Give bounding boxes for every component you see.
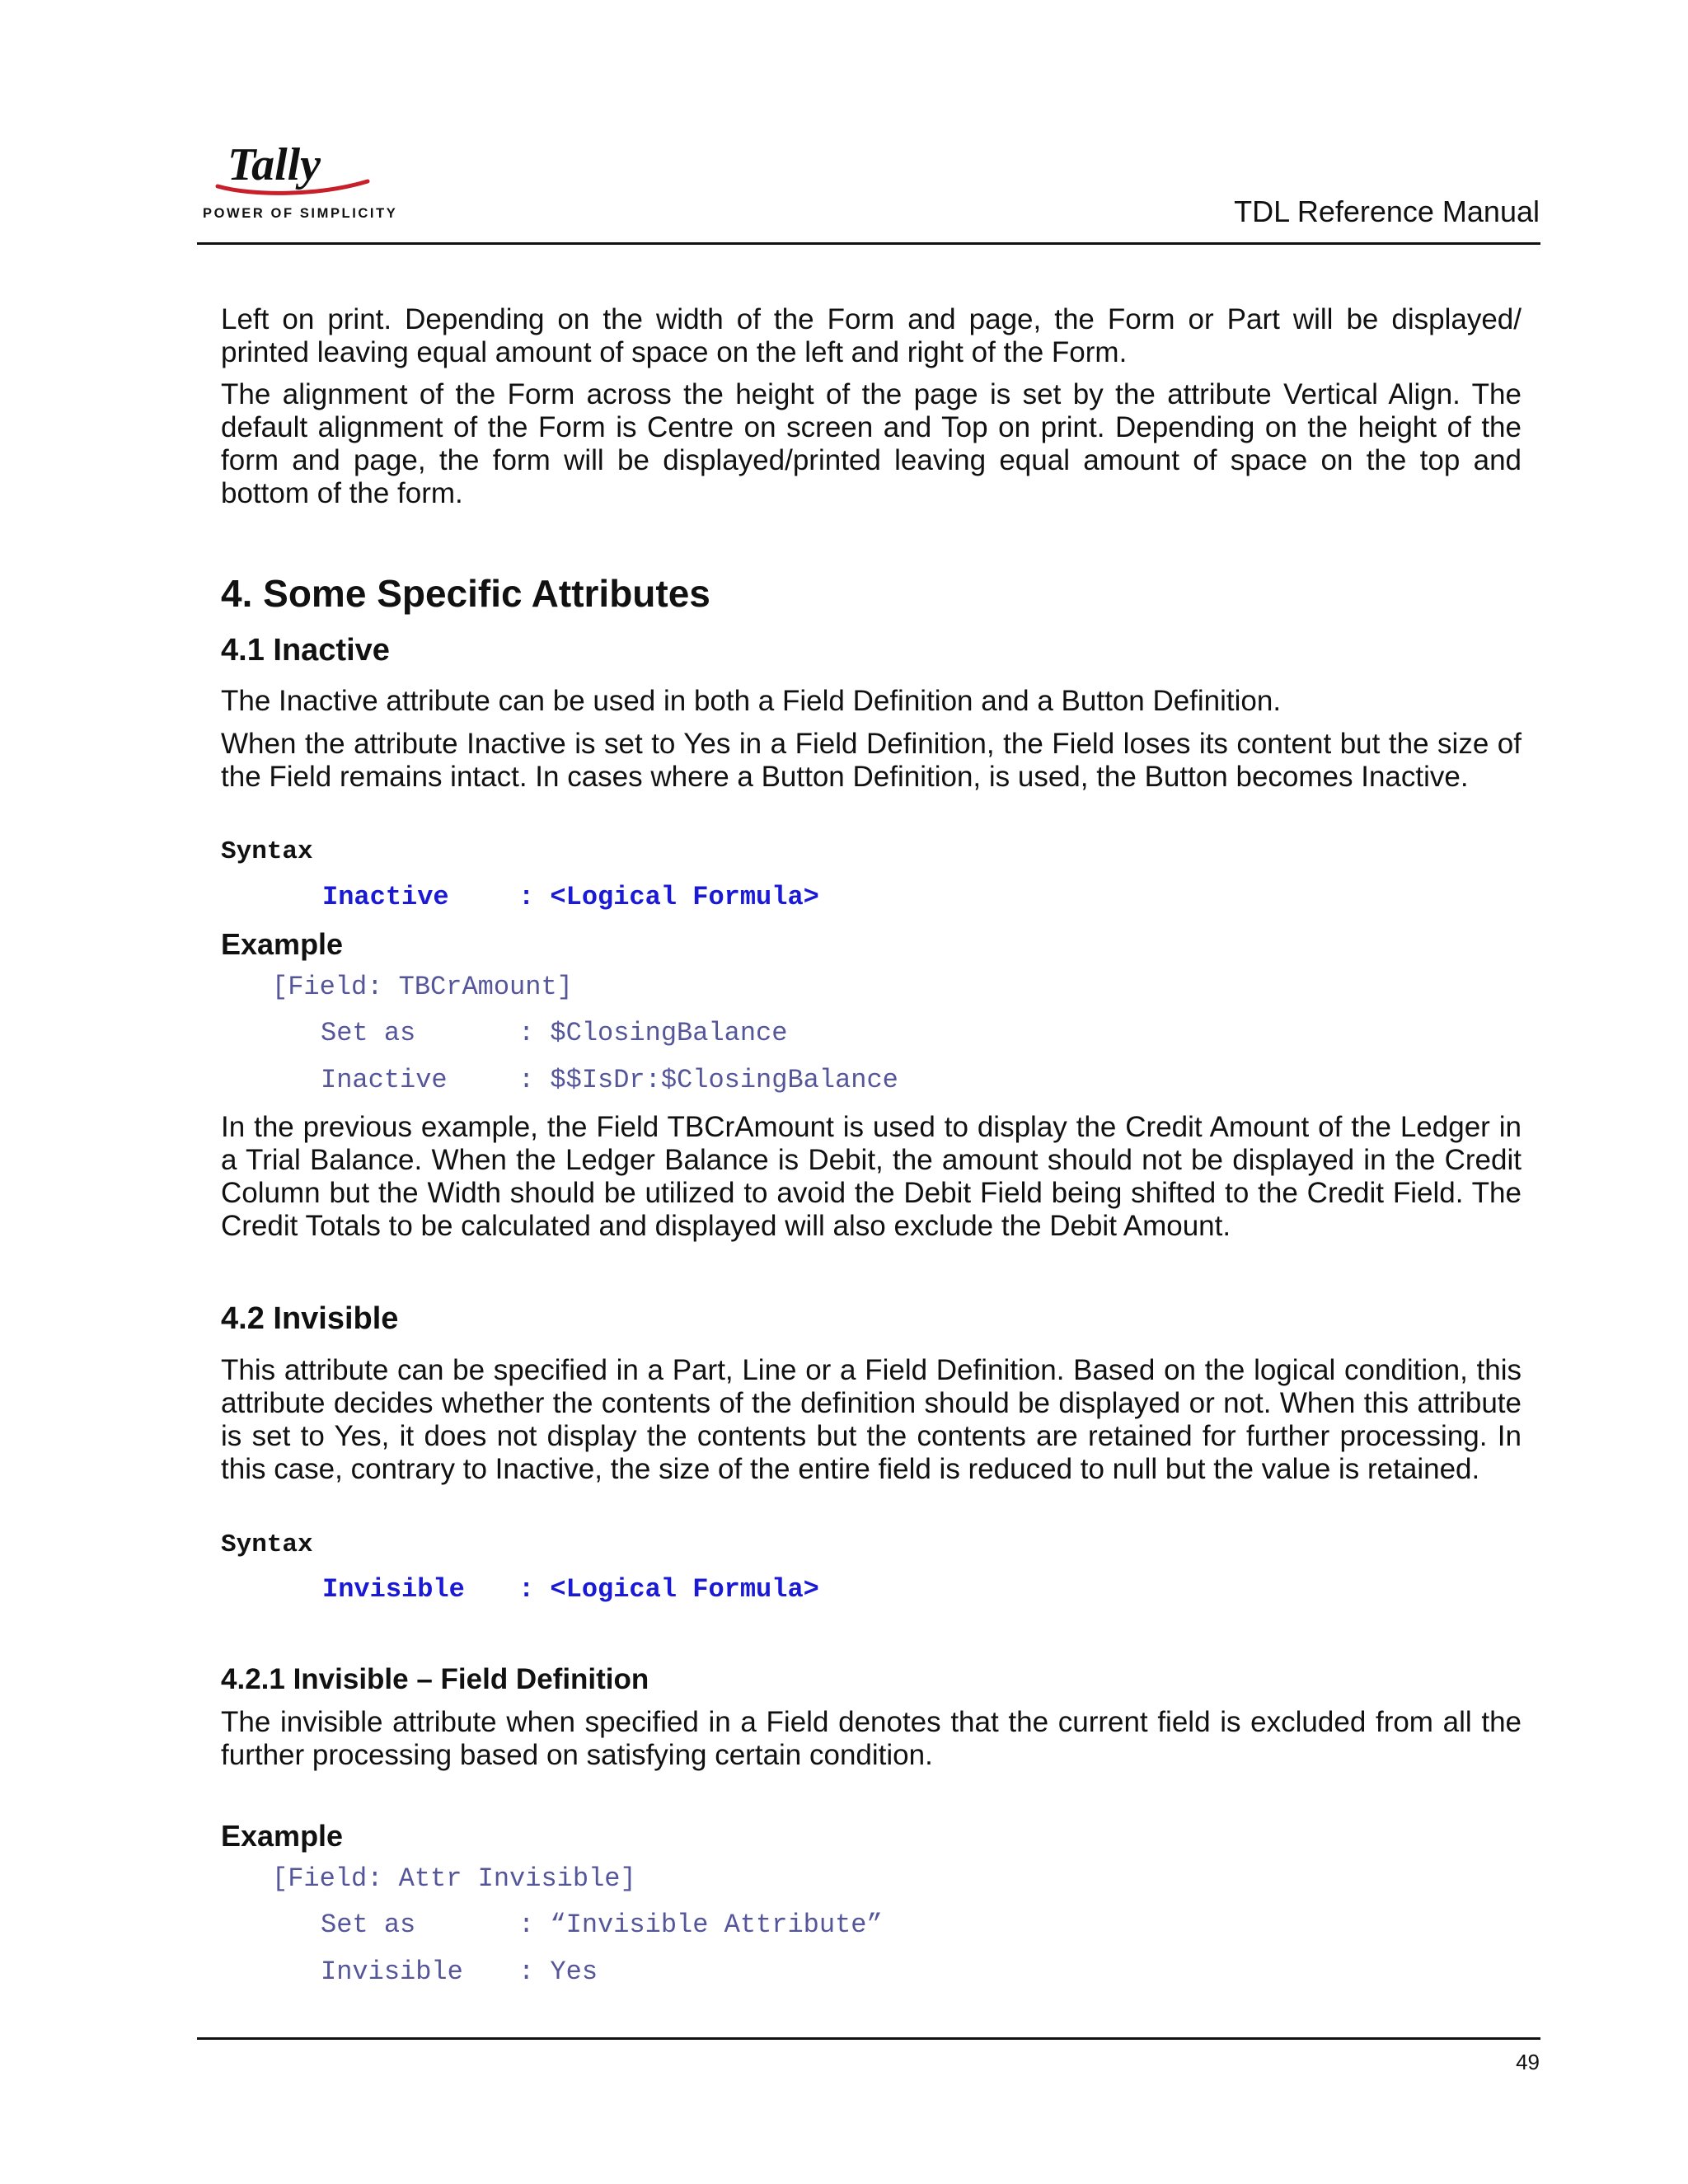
example-label: Example xyxy=(221,927,344,961)
syntax-key: Invisible xyxy=(322,1574,465,1605)
syntax-label: Syntax xyxy=(221,837,313,866)
example-label: Example xyxy=(221,1819,344,1853)
syntax-value: : <Logical Formula> xyxy=(518,1574,819,1605)
code-value: : “Invisible Attribute” xyxy=(518,1910,883,1940)
intro-paragraph-2: The alignment of the Form across the height of the page is set by the attribute Vertical Align. The default alignment of the Form is Centre on screen and Top on print. Depending on the height of the form and page, the form will be displayed/printed leaving equal amount of space on the top and bottom of the form. xyxy=(221,378,1522,509)
subsubsection-heading: 4.2.1 Invisible – Field Definition xyxy=(221,1663,649,1695)
section-heading: 4. Some Specific Attributes xyxy=(221,572,710,615)
inactive-paragraph-1: The Inactive attribute can be used in both a Field Definition and a Button Definition. xyxy=(221,685,1282,717)
document-title: TDL Reference Manual xyxy=(1234,194,1540,228)
syntax-key: Inactive xyxy=(322,882,449,912)
code-block-header: [Field: Attr Invisible] xyxy=(272,1863,636,1894)
inactive-paragraph-3: In the previous example, the Field TBCrAmount is used to display the Credit Amount of the Ledger in a Trial Balance. When the Ledger Balance is Debit, the amount should not be displayed in the Credit Column but the Width should be utilized to avoid the Debit Field being shifted to the Credit Field. The Credit Totals to be calculated and displayed will also exclude the Debit Amount. xyxy=(221,1111,1522,1242)
footer-rule xyxy=(197,2037,1540,2040)
invisible-paragraph-1: This attribute can be specified in a Part, Line or a Field Definition. Based on the logical condition, this attribute decides whether the contents of the definition should be displayed or not. When this attribute is set to Yes, it does not display the contents but the contents are retained for further processing. In this case, contrary to Inactive, the size of the entire field is reduced to null but the value is retained. xyxy=(221,1354,1522,1485)
code-value: : Yes xyxy=(518,1957,598,1987)
code-value: : $ClosingBalance xyxy=(518,1018,788,1048)
logo-tagline: POWER OF SIMPLICITY xyxy=(203,206,398,221)
code-key: Invisible xyxy=(321,1957,463,1987)
code-block-header: [Field: TBCrAmount] xyxy=(272,972,573,1002)
svg-text:Tally: Tally xyxy=(227,139,321,190)
code-key: Set as xyxy=(321,1018,416,1048)
syntax-label: Syntax xyxy=(221,1530,313,1559)
code-value: : $$IsDr:$ClosingBalance xyxy=(518,1065,898,1095)
syntax-value: : <Logical Formula> xyxy=(518,882,819,912)
page-number: 49 xyxy=(1516,2050,1540,2074)
subsection-heading-invisible: 4.2 Invisible xyxy=(221,1301,399,1336)
code-key: Inactive xyxy=(321,1065,448,1095)
inactive-paragraph-2: When the attribute Inactive is set to Yes in a Field Definition, the Field loses its content but the size of the Field remains intact. In cases where a Button Definition, is used, the Button becomes Inactive. xyxy=(221,728,1522,793)
field-def-paragraph: The invisible attribute when specified in a Field denotes that the current field is excluded from all the further processing based on satisfying certain condition. xyxy=(221,1706,1522,1771)
tally-logo-mark xyxy=(203,138,384,198)
header-rule xyxy=(197,242,1540,245)
intro-paragraph-1: Left on print. Depending on the width of the Form and page, the Form or Part will be displayed/ printed leaving equal amount of space on the left and right of the Form. xyxy=(221,303,1522,368)
code-key: Set as xyxy=(321,1910,416,1940)
subsection-heading-inactive: 4.1 Inactive xyxy=(221,633,390,668)
